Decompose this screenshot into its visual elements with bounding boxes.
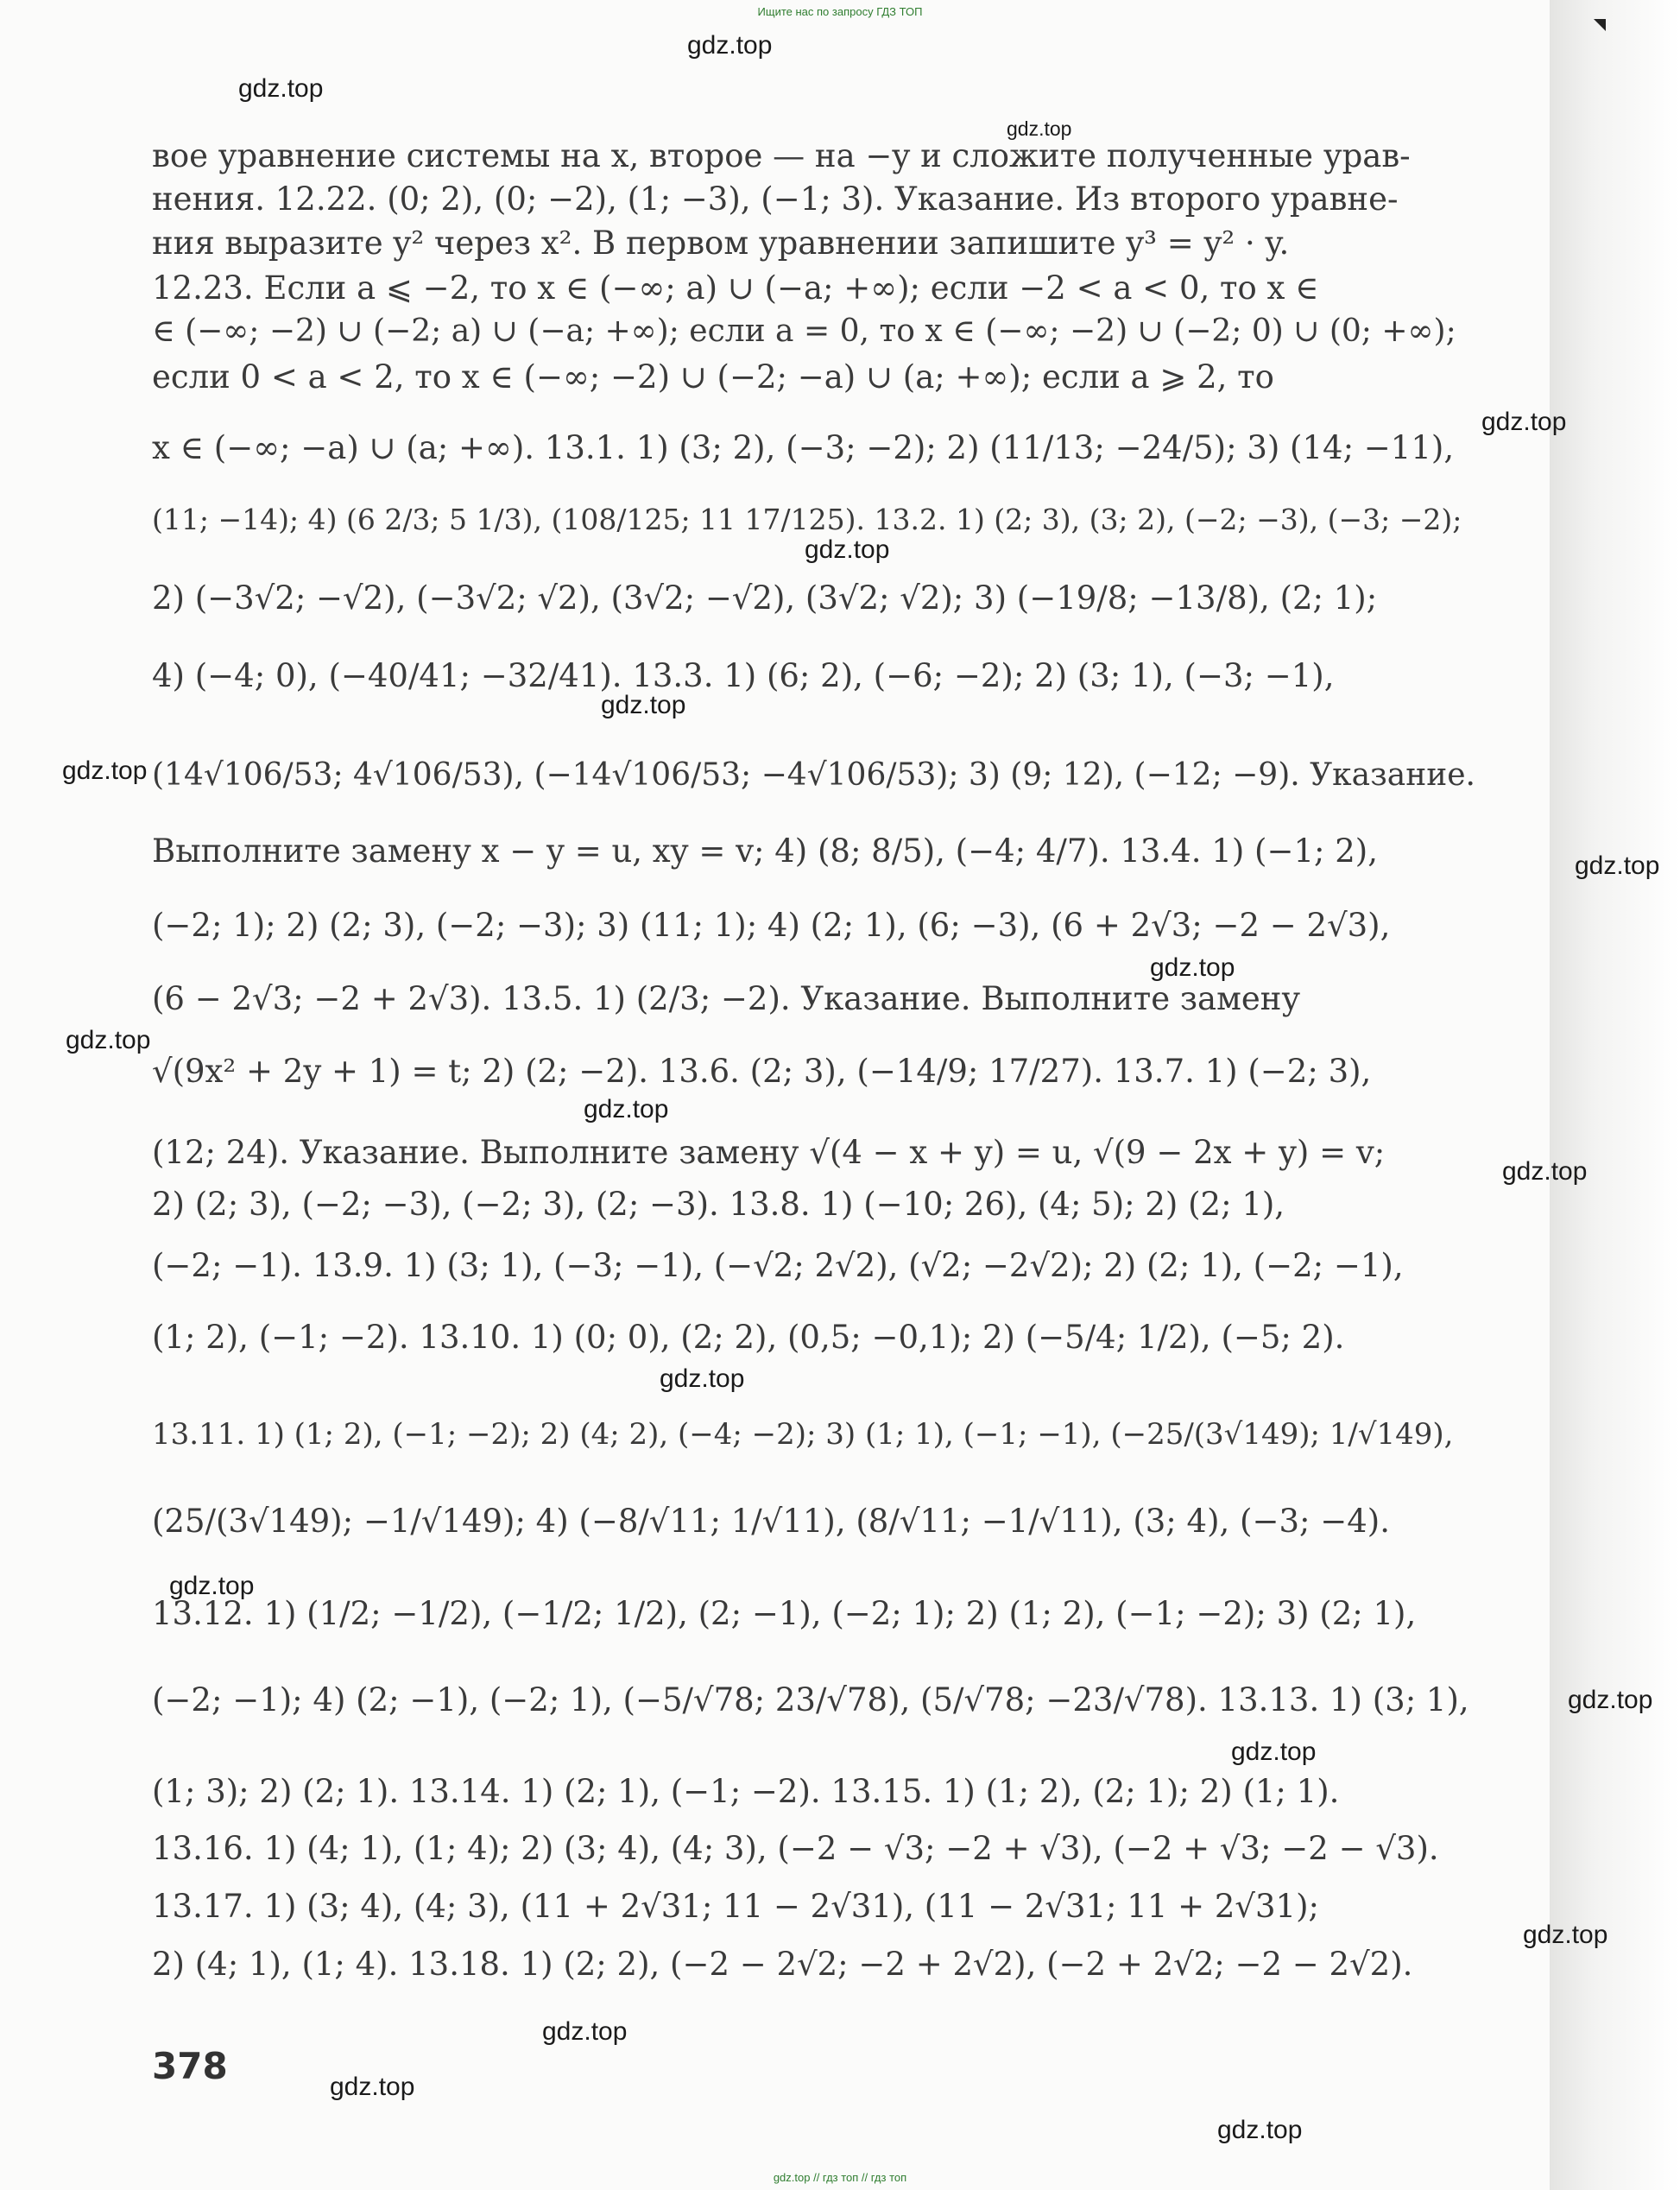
- text-line: вое уравнение системы на x, второе — на −y и сложите полученные урав-: [152, 137, 1411, 174]
- watermark: gdz.top: [62, 756, 148, 785]
- text-line: (6 − 2√3; −2 + 2√3). 13.5. 1) (2/3; −2). Указание. Выполните замену: [152, 980, 1301, 1017]
- watermark: gdz.top: [1217, 2116, 1303, 2144]
- watermark: gdz.top: [584, 1095, 669, 1123]
- text-line: (12; 24). Указание. Выполните замену √(4 − x + y) = u, √(9 − 2x + y) = v;: [152, 1134, 1386, 1171]
- page-edge-shadow: [1550, 0, 1680, 2190]
- watermark: gdz.top: [66, 1026, 151, 1054]
- watermark: gdz.top: [1231, 1737, 1317, 1766]
- text-line: 2) (−3√2; −√2), (−3√2; √2), (3√2; −√2), (3√2; √2); 3) (−19/8; −13/8), (2; 1);: [152, 579, 1378, 617]
- text-line: 4) (−4; 0), (−40/41; −32/41). 13.3. 1) (6; 2), (−6; −2); 2) (3; 1), (−3; −1),: [152, 657, 1335, 694]
- top-banner: Ищите нас по запросу ГДЗ ТОП: [757, 5, 923, 18]
- watermark: gdz.top: [1502, 1157, 1588, 1186]
- text-line: 13.17. 1) (3; 4), (4; 3), (11 + 2√31; 11 − 2√31), (11 − 2√31; 11 + 2√31);: [152, 1888, 1319, 1925]
- bottom-footer: gdz.top // гдз топ // гдз топ: [773, 2171, 907, 2184]
- watermark: gdz.top: [1523, 1921, 1608, 1949]
- text-line: 13.12. 1) (1/2; −1/2), (−1/2; 1/2), (2; −1), (−2; 1); 2) (1; 2), (−1; −2); 3) (2; 1),: [152, 1595, 1417, 1632]
- watermark: gdz.top: [1568, 1686, 1653, 1714]
- text-line: нения. 12.22. (0; 2), (0; −2), (1; −3), (−1; 3). Указание. Из второго уравне-: [152, 180, 1399, 218]
- watermark: gdz.top: [805, 535, 890, 564]
- text-line: (−2; 1); 2) (2; 3), (−2; −3); 3) (11; 1); 4) (2; 1), (6; −3), (6 + 2√3; −2 − 2√3),: [152, 907, 1391, 944]
- text-line: 2) (2; 3), (−2; −3), (−2; 3), (2; −3). 13.8. 1) (−10; 26), (4; 5); 2) (2; 1),: [152, 1186, 1285, 1223]
- text-line: (1; 2), (−1; −2). 13.10. 1) (0; 0), (2; 2), (0,5; −0,1); 2) (−5/4; 1/2), (−5; 2).: [152, 1319, 1345, 1356]
- watermark: gdz.top: [238, 74, 324, 103]
- page-number: 378: [152, 2045, 228, 2087]
- watermark: gdz.top: [687, 31, 773, 60]
- text-line: 13.11. 1) (1; 2), (−1; −2); 2) (4; 2), (−4; −2); 3) (1; 1), (−1; −1), (−25/(3√149); 1/√149),: [152, 1417, 1454, 1452]
- watermark: gdz.top: [660, 1364, 745, 1393]
- text-line: 13.16. 1) (4; 1), (1; 4); 2) (3; 4), (4; 3), (−2 − √3; −2 + √3), (−2 + √3; −2 − √3).: [152, 1830, 1439, 1867]
- watermark: gdz.top: [1007, 117, 1072, 140]
- text-line: если 0 < a < 2, то x ∈ (−∞; −2) ∪ (−2; −a) ∪ (a; +∞); если a ⩾ 2, то: [152, 358, 1274, 396]
- watermark: gdz.top: [601, 691, 686, 719]
- watermark: gdz.top: [1150, 953, 1235, 982]
- text-line: ∈ (−∞; −2) ∪ (−2; a) ∪ (−a; +∞); если a = 0, то x ∈ (−∞; −2) ∪ (−2; 0) ∪ (0; +∞);: [152, 313, 1456, 349]
- text-line: (−2; −1); 4) (2; −1), (−2; 1), (−5/√78; 23/√78), (5/√78; −23/√78). 13.13. 1) (3; 1),: [152, 1681, 1469, 1718]
- text-line: Выполните замену x − y = u, xy = v; 4) (8; 8/5), (−4; 4/7). 13.4. 1) (−1; 2),: [152, 832, 1378, 870]
- watermark: gdz.top: [542, 2017, 628, 2046]
- corner-mark: [1594, 19, 1606, 31]
- watermark: gdz.top: [330, 2073, 415, 2101]
- watermark: gdz.top: [1481, 408, 1567, 436]
- text-line: (14√106/53; 4√106/53), (−14√106/53; −4√106/53); 3) (9; 12), (−12; −9). Указание.: [152, 757, 1475, 793]
- text-line: √(9x² + 2y + 1) = t; 2) (2; −2). 13.6. (2; 3), (−14/9; 17/27). 13.7. 1) (−2; 3),: [152, 1053, 1372, 1090]
- text-line: 2) (4; 1), (1; 4). 13.18. 1) (2; 2), (−2 − 2√2; −2 + 2√2), (−2 + 2√2; −2 − 2√2).: [152, 1946, 1413, 1983]
- text-line: ния выразите y² через x². В первом уравнении запишите y³ = y² · y.: [152, 225, 1290, 262]
- text-line: (25/(3√149); −1/√149); 4) (−8/√11; 1/√11), (8/√11; −1/√11), (3; 4), (−3; −4).: [152, 1503, 1390, 1540]
- text-line: (1; 3); 2) (2; 1). 13.14. 1) (2; 1), (−1; −2). 13.15. 1) (1; 2), (2; 1); 2) (1; 1).: [152, 1773, 1340, 1810]
- text-line: 12.23. Если a ⩽ −2, то x ∈ (−∞; a) ∪ (−a; +∞); если −2 < a < 0, то x ∈: [152, 269, 1319, 307]
- watermark: gdz.top: [1575, 851, 1660, 880]
- watermark: gdz.top: [169, 1572, 255, 1600]
- text-line: (11; −14); 4) (6 2/3; 5 1/3), (108/125; 11 17/125). 13.2. 1) (2; 3), (3; 2), (−2; −3), (−3; −2);: [152, 503, 1462, 536]
- text-line: x ∈ (−∞; −a) ∪ (a; +∞). 13.1. 1) (3; 2), (−3; −2); 2) (11/13; −24/5); 3) (14; −11),: [152, 429, 1455, 466]
- text-line: (−2; −1). 13.9. 1) (3; 1), (−3; −1), (−√2; 2√2), (√2; −2√2); 2) (2; 1), (−2; −1),: [152, 1247, 1404, 1284]
